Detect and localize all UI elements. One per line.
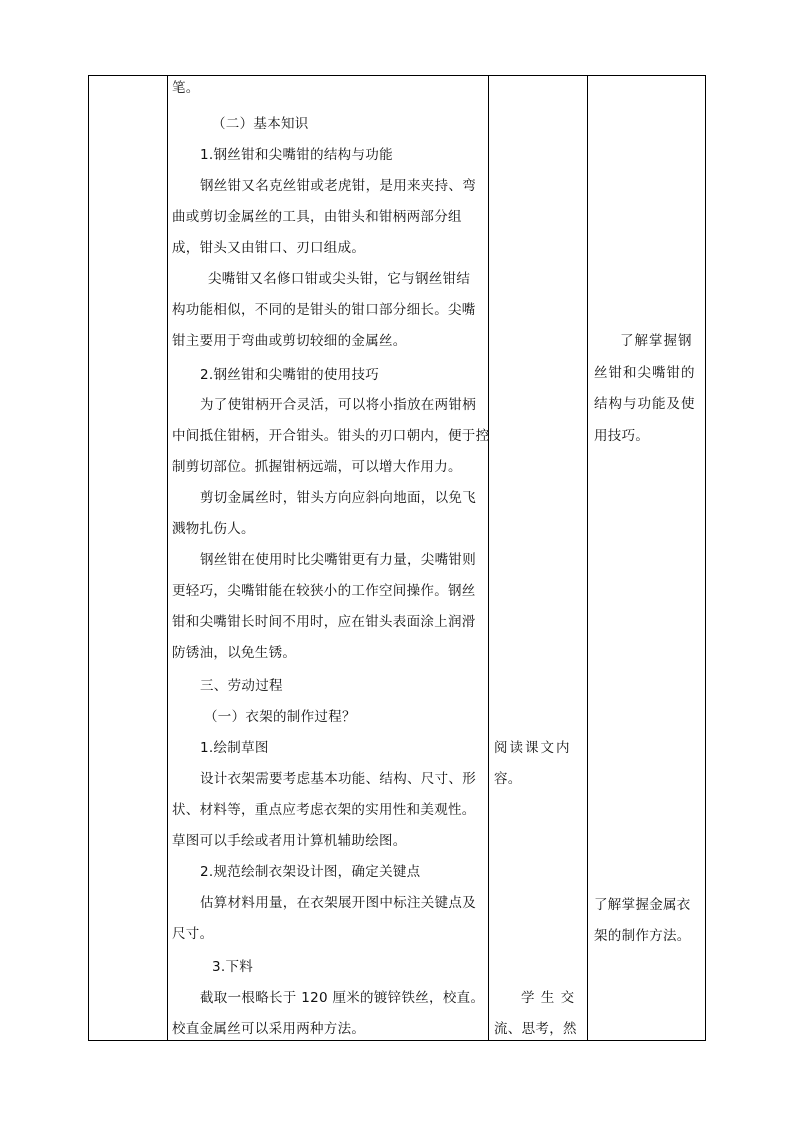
content-line: 剪切金属丝时，钳头方向应斜向地面，以免飞 [200, 490, 476, 506]
content-line: 截取一根略长于 120 厘米的镀锌铁丝，校直。 [200, 990, 485, 1006]
design-intent-line: 了解掌握钢 [620, 333, 693, 349]
content-line: 溅物扎伤人。 [172, 521, 255, 537]
content-line: 钳主要用于弯曲或剪切较细的金属丝。 [172, 333, 407, 349]
column-divider [587, 76, 588, 1040]
content-line: 中间抵住钳柄，开合钳头。钳头的刃口朝内，便于控 [172, 428, 490, 444]
content-line: 钢丝钳在使用时比尖嘴钳更有力量，尖嘴钳则 [200, 552, 476, 568]
content-line: 制剪切部位。抓握钳柄远端，可以增大作用力。 [172, 459, 462, 475]
content-line: 钳和尖嘴钳长时间不用时，应在钳头表面涂上润滑 [172, 614, 476, 630]
column-divider [488, 76, 489, 1040]
content-line: 笔。 [172, 80, 200, 96]
content-line: 状、材料等，重点应考虑衣架的实用性和美观性。 [172, 802, 476, 818]
content-line: 草图可以手绘或者用计算机辅助绘图。 [172, 833, 407, 849]
content-line: 钢丝钳又名克丝钳或老虎钳，是用来夹持、弯 [200, 178, 476, 194]
subsection-heading: 2.钢丝钳和尖嘴钳的使用技巧 [200, 367, 380, 383]
content-line: 设计衣架需要考虑基本功能、结构、尺寸、形 [200, 771, 476, 787]
column-divider [167, 76, 168, 1040]
content-line: 构功能相似，不同的是钳头的钳口部分细长。尖嘴 [172, 302, 476, 318]
design-intent-line: 结构与功能及使 [594, 396, 696, 412]
subsection-heading: 1.钢丝钳和尖嘴钳的结构与功能 [200, 147, 393, 163]
design-intent-line: 架的制作方法。 [594, 928, 691, 944]
section-heading: （二）基本知识 [212, 116, 309, 132]
student-activity-line: 容。 [494, 771, 522, 787]
content-line: 更轻巧，尖嘴钳能在较狭小的工作空间操作。钢丝 [172, 583, 476, 599]
design-intent-line: 用技巧。 [594, 428, 650, 444]
student-activity-line: 流、思考，然 [494, 1021, 577, 1037]
content-line: 估算材料用量，在衣架展开图中标注关键点及 [200, 895, 476, 911]
section-heading: 三、劳动过程 [200, 678, 283, 694]
content-line: 曲或剪切金属丝的工具，由钳头和钳柄两部分组 [172, 209, 462, 225]
section-heading: （一）衣架的制作过程？ [204, 709, 356, 725]
content-line: 成，钳头又由钳口、刃口组成。 [172, 240, 366, 256]
subsection-heading: 2.规范绘制衣架设计图，确定关键点 [200, 864, 421, 880]
subsection-heading: 3.下料 [212, 959, 254, 975]
content-line: 尺寸。 [172, 926, 214, 942]
student-activity-line: 学 生 交 [521, 990, 576, 1006]
content-line: 尖嘴钳又名修口钳或尖头钳，它与钢丝钳结 [208, 271, 471, 287]
design-intent-line: 丝钳和尖嘴钳的 [594, 365, 696, 381]
design-intent-line: 了解掌握金属衣 [594, 897, 691, 913]
student-activity-line: 阅读课文内 [494, 740, 572, 756]
subsection-heading: 1.绘制草图 [200, 740, 269, 756]
content-line: 为了使钳柄开合灵活，可以将小指放在两钳柄 [200, 397, 476, 413]
content-line: 校直金属丝可以采用两种方法。 [172, 1021, 366, 1037]
content-line: 防锈油，以免生锈。 [172, 645, 297, 661]
